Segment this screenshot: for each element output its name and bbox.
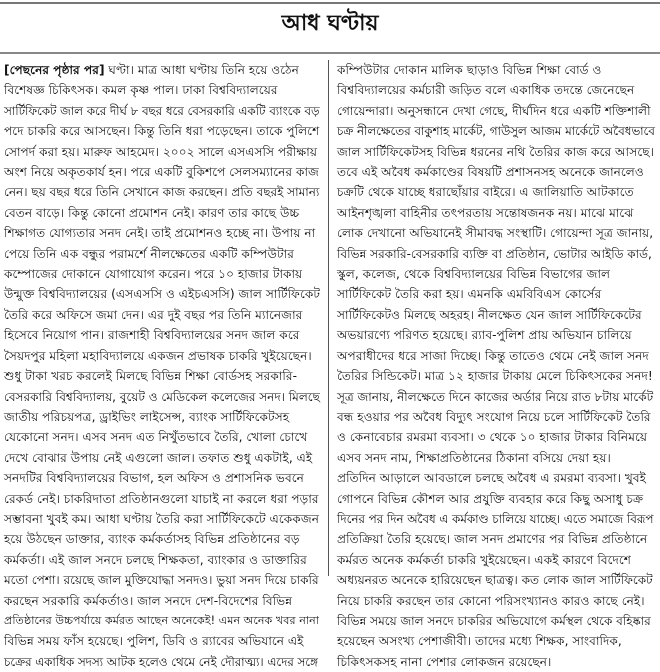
article-line-text: তৈরি করে অফিসে জমা দেন। এর দুই বছর পর তিনি ম্যানেজার [4, 307, 303, 322]
article-line [4, 611, 322, 631]
article-line [4, 427, 322, 447]
article-line-text: তবে এই অবৈধ কর্মকাণ্ডের বিষয়টি প্রশাসনসহ অনেকে জানলেও [337, 165, 644, 180]
article-line [337, 550, 655, 570]
article-line-text: আইনশৃঙ্খলা বাহিনীর তৎপরতায় সন্তোষজনক নয়। মাঝে মাঝে [337, 205, 634, 220]
article-line-text: সার্টিফিকেট তৈরি করা হয়। এমনকি এমবিবিএস কোর্সের [337, 287, 602, 302]
article-line-text: জাতীয় পরিচয়পত্র, ড্রাইভিং লাইসেন্স, ব্যাংক সার্টিফিকেটসহ [4, 409, 290, 424]
article-line [4, 407, 322, 427]
article-line-text: পেয়ে তিনি এক বন্ধুর পরামর্শে নীলক্ষেতের একটি কম্পিউটার [4, 246, 294, 261]
article-line [4, 101, 322, 121]
article-line [4, 468, 322, 488]
article-line [337, 427, 655, 447]
article-line-text: নেন। ছয় বছর ধরে তিনি সেখানে কাজ করছেন। প্রতি বছরই সামান্য [4, 185, 320, 200]
article-line-text: গোয়েন্দারা। অনুসন্ধানে দেখা গেছে, দীর্ঘদিন ধরে একটি শক্তিশালী [337, 103, 651, 118]
article-line [337, 509, 655, 529]
article-line-text: শিক্ষাগত যোগ্যতার সনদ নেই। তাই প্রমোশনও হচ্ছে না। উপায় না [4, 226, 316, 241]
article-line-text: পদে চাকরি করে আসছেন। কিন্তু তিনি ধরা পড়েছেন। তাকে পুলিশে [4, 124, 320, 139]
article-line-text: মতো পেশা। রয়েছে জাল মুক্তিযোদ্ধা সনদও। ভুয়া সনদ দিয়ে চাকরি [4, 573, 319, 588]
article-line-text: চিকিৎসকসহ নানা পেশার লোকজন রয়েছেন। [337, 654, 552, 669]
article-line [337, 223, 655, 243]
article-line-text: প্রতিক্রিয়া তৈরি হয়েছে। জাল সনদ প্রমাণের পর বিভিন্ন প্রতিষ্ঠানে [337, 532, 648, 547]
article-line [4, 550, 322, 570]
article-line-text: প্রতিদিন আড়ালে আবডালে চলছে অবৈধ এ রমরমা ব্যবসা। খুবই [337, 471, 646, 486]
article-line-text: চক্রের একাধিক সদস্য আটক হলেও থেমে নেই দৌরাত্ম্য। এদের সঙ্গে [4, 654, 318, 669]
article-line-text: লোক দেখানো অভিযানেই সীমাবদ্ধ সংস্থাটি। গোয়েন্দা সূত্র জানায়, [337, 226, 654, 241]
article-line [337, 305, 655, 325]
article-line [337, 652, 655, 672]
article-line [337, 182, 655, 202]
article-line-text: সার্টিফিকেট জাল করে দীর্ঘ ৮ বছর ধরে বেসরকারি একটি ব্যাংকে বড় [4, 103, 320, 118]
article-line [337, 284, 655, 304]
article-line [4, 223, 322, 243]
article-line [337, 346, 655, 366]
article-line-text: প্রতিষ্ঠানের উচ্চপর্যায়ে কর্মরত আছেন অনেকেই! এমন অনেক খবর নানা [4, 613, 320, 627]
article-line-text: বন্ধ হওয়ার পর অবৈধ বিদ্যুৎ সংযোগ নিয়ে চলে সার্টিফিকেট তৈরি [337, 409, 651, 424]
article-line-text: সোপর্দ করা হয়। মারুফ আহমেদ। ২০০২ সালে এসএসসি পরীক্ষায় [4, 144, 317, 159]
article-line [4, 121, 322, 141]
article-line [337, 529, 655, 549]
article-line-text: বিভিন্ন সময় ফাঁস হয়েছে। পুলিশ, ডিবি ও র‍্যাবের অভিযানে এই [4, 634, 304, 649]
article-line [337, 80, 655, 100]
article-line [337, 407, 655, 427]
article-line [4, 448, 322, 468]
article-line [337, 60, 655, 80]
article-line [337, 570, 655, 590]
article-line-text: সূত্র জানায়, নীলক্ষেতে দিনে কাজের অর্ডার নিয়ে রাত ৮টায় মার্কেট [337, 389, 654, 404]
article-line-text: স্কুল, কলেজ, থেকে বিশ্ববিদ্যালয়ের বিভিন্ন বিভাগের জাল [337, 267, 611, 282]
article-line [4, 346, 322, 366]
article-line [4, 284, 322, 304]
article-line-text: সনদটির বিশ্ববিদ্যালয়ের বিভাগ, হল অফিস ও প্রশাসনিক ভবনে [4, 471, 304, 486]
article-line [4, 652, 322, 672]
article-line [337, 468, 655, 488]
article-line-text: হয়ে উঠছেন ডাক্তার, ব্যাংক কর্মকর্তাসহ বিভিন্ন প্রতিষ্ঠানের বড় [4, 532, 300, 547]
article-line-text: অংশ নিয়ে অকৃতকার্য হন। পরে একটি বুকিশপে সেলসম্যানের কাজ [4, 165, 319, 180]
article-line-text: বেসরকারি বিশ্ববিদ্যালয়, বুয়েট ও মেডিকেল কলেজের সনদ। মিলছে [4, 389, 320, 404]
article-line-text: দিনের পর দিন অবৈধ এ কর্মকাণ্ড চালিয়ে যাচ্ছে। এতে সমাজে বিরূপ [337, 511, 654, 526]
article-line-text: বিশেষজ্ঞ চিকিৎসক। কমল কৃষ্ণ পাল। ঢাকা বিশ্ববিদ্যালয়ের [4, 83, 278, 98]
article-line [337, 611, 655, 631]
article-line [337, 591, 655, 611]
article-line-text: সৈয়দপুর মহিলা মহাবিদ্যালয়ে একজন প্রভাষক চাকরি খুইয়েছেন। [4, 348, 312, 363]
headline: আধ ঘণ্টায় [281, 11, 379, 36]
article-line [4, 244, 322, 264]
article-line [4, 162, 322, 182]
article-line [337, 101, 655, 121]
article-line [4, 570, 322, 590]
article-line-text: চক্রটি থেকে যাচ্ছে ধরাছোঁয়ার বাইরে। এ জালিয়াতি আটকাতে [337, 185, 634, 200]
article-line-text: দেখে বোঝার উপায় নেই এগুলো জাল। তফাত শুধু একটাই, এই [4, 450, 313, 465]
article-line-text: যেকোনো সনদ। এসব সনদ এত নিখুঁতভাবে তৈরি, খোলা চোখে [4, 430, 308, 445]
article-line-text: হয়েছেন অসংখ্য পেশাজীবী। তাদের মধ্যে শিক্ষক, সাংবাদিক, [337, 634, 622, 649]
article-line [337, 448, 655, 468]
article-line-text: তৈরির সিন্ডিকেট। মাত্র ১২ হাজার টাকায় মেলে চিকিৎসকের সনদ! [337, 369, 653, 384]
article-line [337, 203, 655, 223]
article-line [4, 631, 322, 651]
article-line [337, 366, 655, 386]
article-line [4, 264, 322, 284]
article-line [337, 489, 655, 509]
article-line-text: চক্র নীলক্ষেতের বাকুশাহ মার্কেট, গাউসুল আজম মার্কেটে অবৈধভাবে [337, 124, 655, 139]
article-line [4, 509, 322, 529]
continued-from-tag: [পেছনের পৃষ্ঠার পর] [4, 63, 105, 77]
article-line-text: বিভিন্ন সরকারি-বেসরকারি ব্যক্তি বা প্রতিষ্ঠান, ভোটার আইডি কার্ড, [337, 246, 652, 261]
article-line-text: করছেন সরকারি কর্মকর্তাও। জাল সনদে দেশ-বিদেশের বিভিন্ন [4, 593, 293, 608]
article-line [337, 142, 655, 162]
article-line [4, 142, 322, 162]
article-line [337, 387, 655, 407]
article-line [4, 203, 322, 223]
article-line [4, 366, 322, 386]
article-line [337, 631, 655, 651]
article-line [4, 529, 322, 549]
article-line [4, 489, 322, 509]
article-line-text: শুধু টাকা খরচ করলেই মিলছে বিভিন্ন শিক্ষা বোর্ডসহ সরকারি- [4, 369, 297, 384]
article-line-text: ঘণ্টা। মাত্র আধা ঘণ্টায় তিনি হয়ে ওঠেন [104, 63, 299, 77]
left-column [4, 60, 322, 669]
article-line-text: সার্টিফিকেটও মিলছে অহরহ। নীলক্ষেত যেন জাল সার্টিফিকেটের [337, 307, 642, 322]
article-line-text: অধ্যয়নরত অনেকে হারিয়েছেন ছাত্রত্ব। কত লোক জাল সার্টিফিকেট [337, 573, 653, 588]
headline-rule [0, 52, 660, 54]
article-line [337, 121, 655, 141]
article-line-text: রেকর্ড নেই। চাকরিদাতা প্রতিষ্ঠানগুলো যাচাই না করলে ধরা পড়ার [4, 491, 319, 506]
article-line [4, 325, 322, 345]
article-line-text: বিশ্ববিদ্যালয়ের কর্মচারী জড়িত বলে একাধিক তদন্তে জেনেছেন [337, 83, 635, 98]
article-line-text: নিয়ে চাকরি করছেন তার কোনো পরিসংখ্যানও কারও কাছে নেই। [337, 593, 645, 608]
article-line-text: গোপনে বিভিন্ন কৌশল আর প্রযুক্তি ব্যবহার করে কিছু অসাধু চক্র [337, 491, 644, 506]
article-line-text: অপরাধীদের ধরে সাজা দিচ্ছে। কিন্তু তাতেও থেমে নেই জাল সনদ [337, 348, 649, 363]
article-line [4, 80, 322, 100]
right-column [337, 60, 655, 669]
article-line-text: বেতন বাড়ে। কিন্তু কোনো প্রমোশন নেই। কারণ তার কাছে উচ্চ [4, 205, 300, 220]
article-line-text: সম্ভাবনা খুবই কম। আধা ঘণ্টায় তৈরি করা সার্টিফিকেটে একেকজন [4, 511, 320, 526]
article-line-text: এসব সনদ নাম, শিক্ষাপ্রতিষ্ঠানের ঠিকানা বসিয়ে দেয়া হয়। [337, 450, 611, 465]
article-line-text: কর্মরত অনেক কর্মকর্তা চাকরি খুইয়েছেন। একই কারণে বিদেশে [337, 552, 632, 567]
column-divider [328, 60, 329, 576]
article-line-text: উন্মুক্ত বিশ্ববিদ্যালয়ের (এসএসসি ও এইচএসসি) জাল সার্টিফিকেট [4, 287, 321, 302]
article-line [337, 162, 655, 182]
article-line-text: কম্পোজের দোকানে যোগাযোগ করেন। পরে ১০ হাজার টাকায় [4, 267, 303, 282]
article-line [337, 264, 655, 284]
article-line [337, 244, 655, 264]
top-rule [0, 2, 660, 4]
article-line [4, 182, 322, 202]
article-line [4, 387, 322, 407]
article-line [4, 591, 322, 611]
article-line-text: জাল সার্টিফিকেটসহ বিভিন্ন ধরনের নথি তৈরির কাজ করে আসছে। [337, 144, 654, 159]
article-line-text: অভয়ারণ্যে পরিণত হয়েছে। র‍্যাব-পুলিশ প্রায় অভিযান চালিয়ে [337, 328, 632, 343]
article-line-text: হিসেবে নিয়োগ পান। রাজশাহী বিশ্ববিদ্যালয়ের সনদ জাল করে [4, 328, 300, 343]
article-line-text: ও কেনাবেচার রমরমা ব্যবসা। ৩ থেকে ১০ হাজার টাকার বিনিময়ে [337, 430, 648, 445]
article-line [337, 325, 655, 345]
article-line-text: কর্মকর্তা। এই জাল সনদে চলছে শিক্ষকতা, ব্যাংকার ও ডাক্তারির [4, 552, 307, 567]
article-line [4, 60, 322, 80]
article-line [4, 305, 322, 325]
article-line-text: কম্পিউটার দোকান মালিক ছাড়াও বিভিন্ন শিক্ষা বোর্ড ও [337, 63, 602, 77]
article-line-text: বিভিন্ন সময়ে জাল সনদে চাকরির অভিযোগে কর্মস্থল থেকে বহিষ্কার [337, 613, 651, 628]
